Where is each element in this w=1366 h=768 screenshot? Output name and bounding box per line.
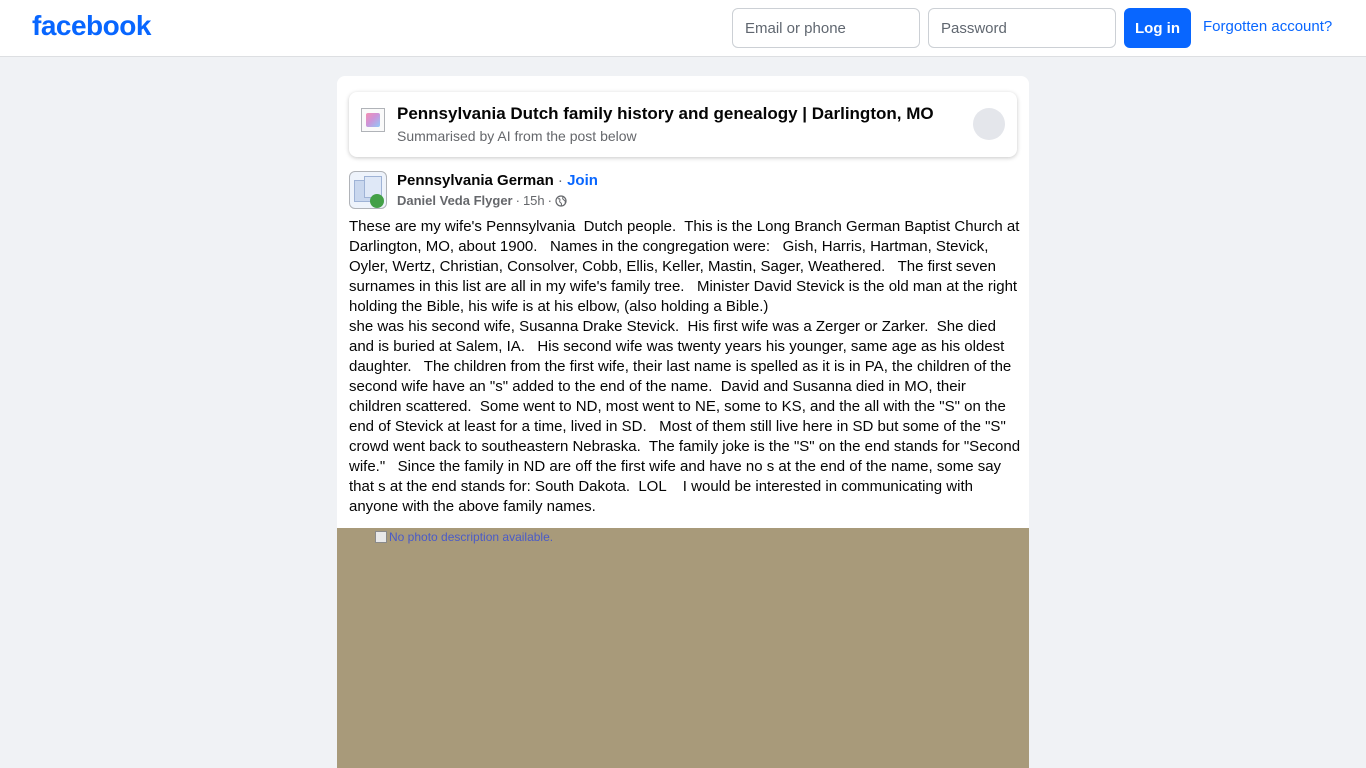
summary-subtitle: Summarised by AI from the post below <box>397 128 637 144</box>
image-placeholder-icon <box>361 108 385 132</box>
password-input[interactable] <box>928 8 1116 48</box>
top-navigation-bar <box>0 0 1366 57</box>
login-button[interactable]: Log in <box>1124 8 1191 48</box>
summary-menu-button[interactable] <box>973 108 1005 140</box>
post-body <box>349 217 1025 517</box>
separator-dot: · <box>547 193 552 208</box>
group-name[interactable]: Pennsylvania German <box>397 172 554 189</box>
post-paragraph-2: she was his second wife, Susanna Drake Stevick. His first wife was a Zerger or Zarker. She died and is buried at Salem, IA. His second wife was twenty years his younger, same age as his oldest daughter. The children from the first wife, their last name is spelled as it is in PA, the children of the second wife have an "s" added to the end of the name. David and Susanna died in MO, their children scattered. Some went to ND, most went to NE, some to KS, and the all with the "S" on the end of Stevick at least for a time, lived in SD. Most of them still live here in SD but some of the "S" crowd went back to southeastern Nebraska. The family joke is the "S" on the end stands for "Second wife." Since the family in ND are off the first wife and have no s at the end of the name, some say that s at the end stands for: South Dakota. LOL I would be interested in communicating with anyone with the above family names. <box>349 318 1025 515</box>
post-header <box>397 172 598 189</box>
facebook-logo[interactable]: facebook <box>32 10 151 41</box>
photo-alt-text <box>375 530 553 544</box>
globe-icon <box>555 195 567 207</box>
post-timestamp[interactable]: 15h <box>522 193 545 208</box>
separator-dot: · <box>557 172 563 189</box>
join-group-link[interactable]: Join <box>567 172 598 189</box>
ai-summary-box[interactable] <box>349 92 1017 157</box>
summary-title: Pennsylvania Dutch family history and genealogy | Darlington, MO <box>397 104 934 123</box>
post-photo[interactable] <box>337 528 1029 768</box>
broken-image-icon <box>375 531 387 543</box>
group-avatar[interactable] <box>349 171 387 209</box>
post-meta <box>397 193 567 208</box>
post-author[interactable]: Daniel Veda Flyger <box>397 193 513 208</box>
photo-alt-label: No photo description available. <box>389 530 554 544</box>
email-input[interactable] <box>732 8 920 48</box>
separator-dot: · <box>515 193 520 208</box>
forgotten-account-link[interactable]: Forgotten account? <box>1203 18 1333 35</box>
post-card <box>337 76 1029 768</box>
post-paragraph-1: These are my wife's Pennsylvania Dutch people. This is the Long Branch German Baptist Church at Darlington, MO, about 1900. Names in the congregation were: Gish, Harris, Hartman, Stevick, Oyler, Wertz, Christian, Consolver, Cobb, Ellis, Keller, Mastin, Sager, Weathered. The first seven surnames in this list are all in my wife's family tree. Minister David Stevick is the old man at the right holding the Bible, his wife is at his elbow, (also holding a Bible.) <box>349 218 1024 315</box>
